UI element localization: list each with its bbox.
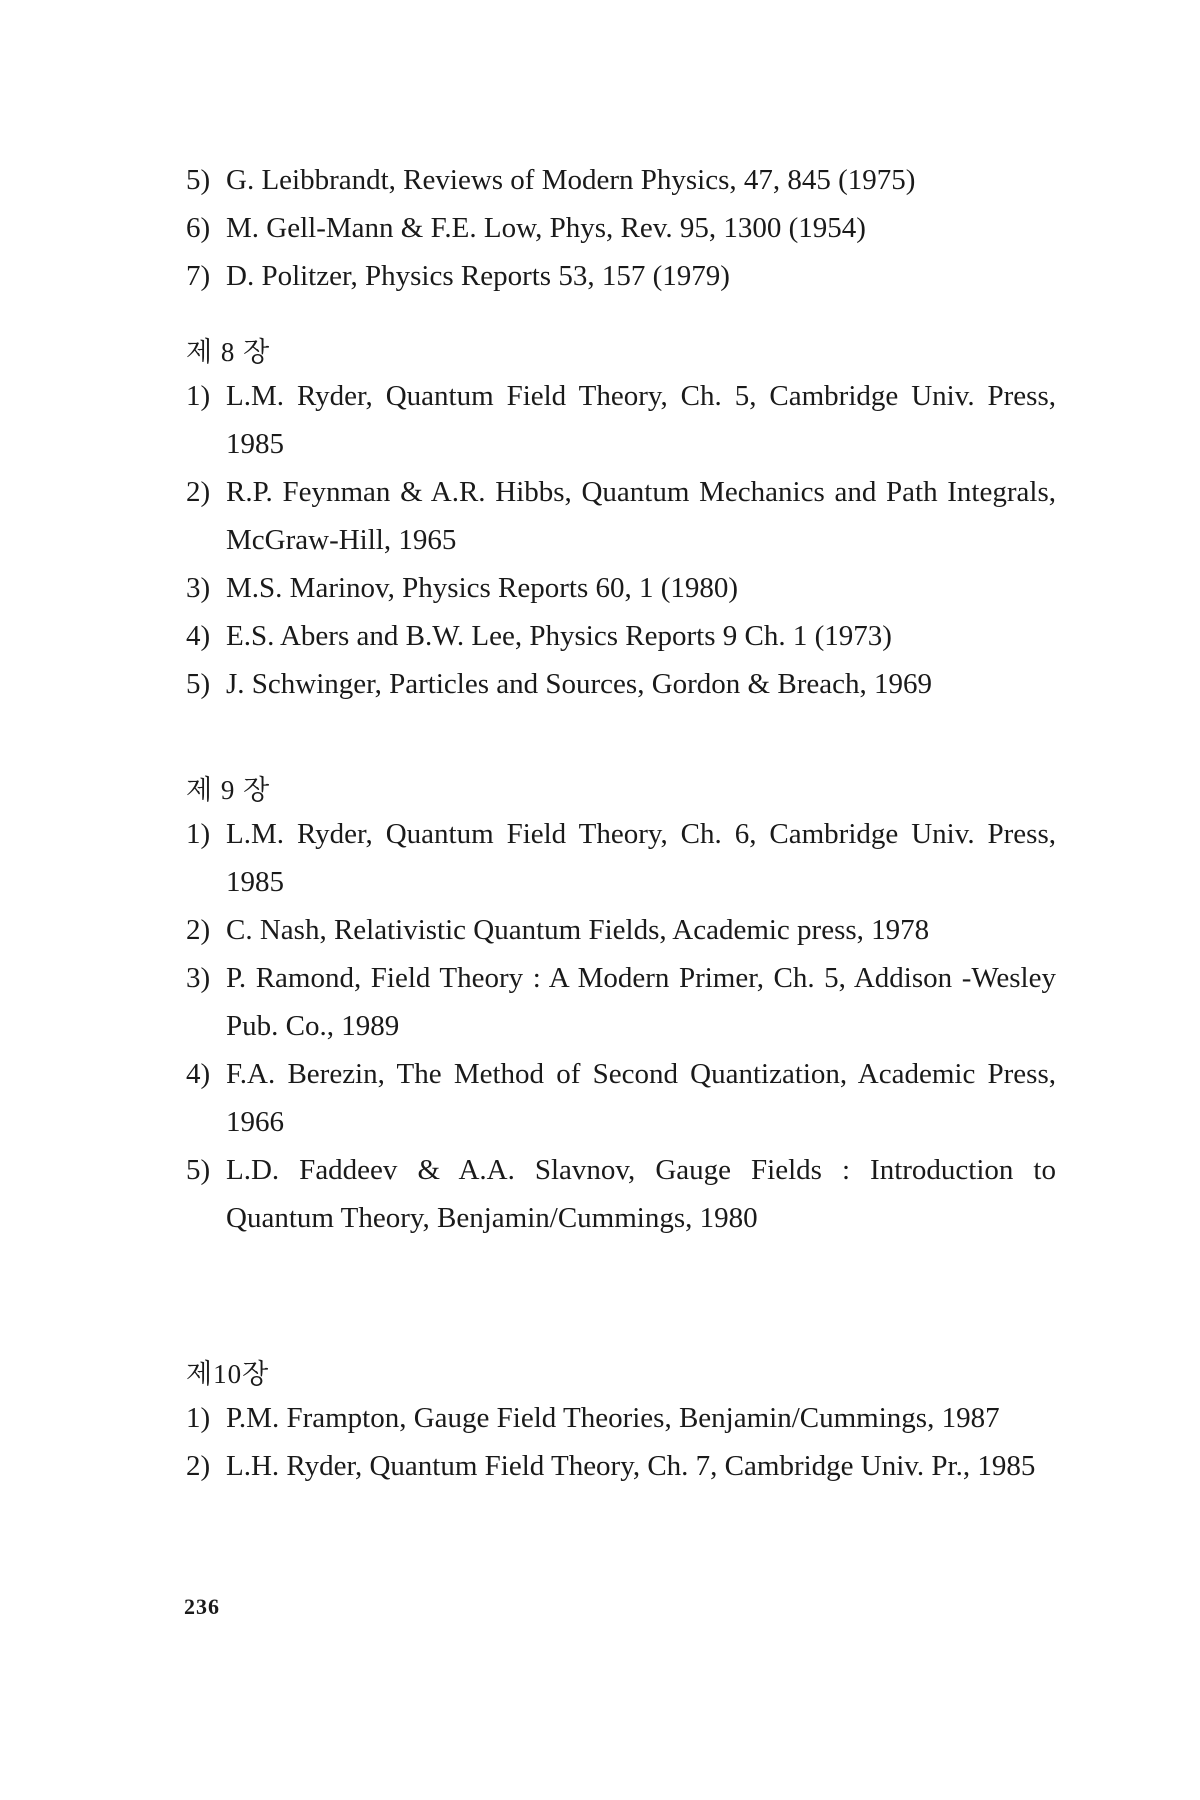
reference-number: 2) <box>186 914 211 946</box>
reference-number: 4) <box>186 620 211 652</box>
reference-number: 3) <box>186 962 211 994</box>
reference-item <box>186 660 1056 708</box>
reference-item <box>186 1050 1056 1146</box>
reference-text: L.M. Ryder, Quantum Field Theory, Ch. 5, Cambridge Univ. Press, 1985 <box>226 380 1056 460</box>
reference-item <box>186 810 1056 906</box>
reference-number: 1) <box>186 1402 211 1434</box>
reference-item <box>186 1394 1056 1442</box>
reference-text: M.S. Marinov, Physics Reports 60, 1 (1980) <box>226 572 739 604</box>
reference-item <box>186 954 1056 1050</box>
reference-text: M. Gell-Mann & F.E. Low, Phys, Rev. 95, 1300 (1954) <box>226 212 866 244</box>
reference-item <box>186 156 1056 204</box>
reference-number: 2) <box>186 476 211 508</box>
chapter-heading: 제 8 장 <box>186 337 271 367</box>
references-chapter-8 <box>186 332 1056 708</box>
reference-text: D. Politzer, Physics Reports 53, 157 (1979) <box>226 260 730 292</box>
reference-text: E.S. Abers and B.W. Lee, Physics Reports 9 Ch. 1 (1973) <box>226 620 892 652</box>
reference-text: P. Ramond, Field Theory : A Modern Primer, Ch. 5, Addison -Wesley Pub. Co., 1989 <box>226 962 1056 1042</box>
reference-text: L.H. Ryder, Quantum Field Theory, Ch. 7, Cambridge Univ. Pr., 1985 <box>226 1450 1036 1482</box>
reference-number: 4) <box>186 1058 211 1090</box>
reference-item <box>186 1442 1056 1490</box>
page-number: 236 <box>184 1594 220 1619</box>
reference-text: G. Leibbrandt, Reviews of Modern Physics, 47, 845 (1975) <box>226 164 916 196</box>
reference-item <box>186 252 1056 300</box>
reference-item <box>186 204 1056 252</box>
reference-text: R.P. Feynman & A.R. Hibbs, Quantum Mechanics and Path Integrals, McGraw-Hill, 1965 <box>226 476 1056 556</box>
reference-number: 1) <box>186 818 211 850</box>
reference-number: 2) <box>186 1450 211 1482</box>
reference-number: 5) <box>186 1154 211 1186</box>
references-chapter-9 <box>186 770 1056 1242</box>
reference-text: P.M. Frampton, Gauge Field Theories, Benjamin/Cummings, 1987 <box>226 1402 1000 1434</box>
chapter-heading: 제 9 장 <box>186 775 271 805</box>
reference-item <box>186 1146 1056 1242</box>
reference-text: L.D. Faddeev & A.A. Slavnov, Gauge Fields : Introduction to Quantum Theory, Benjamin/Cummings, 1980 <box>226 1154 1056 1234</box>
reference-text: J. Schwinger, Particles and Sources, Gordon & Breach, 1969 <box>226 668 932 700</box>
reference-text: L.M. Ryder, Quantum Field Theory, Ch. 6, Cambridge Univ. Press, 1985 <box>226 818 1056 898</box>
reference-number: 5) <box>186 668 211 700</box>
reference-number: 7) <box>186 260 211 292</box>
reference-item <box>186 612 1056 660</box>
reference-item <box>186 906 1056 954</box>
references-chapter-10 <box>186 1354 1056 1490</box>
reference-item <box>186 468 1056 564</box>
references-previous-chapter <box>186 156 1056 300</box>
reference-number: 1) <box>186 380 211 412</box>
reference-text: F.A. Berezin, The Method of Second Quantization, Academic Press, 1966 <box>226 1058 1056 1138</box>
chapter-heading: 제10장 <box>186 1359 270 1389</box>
reference-number: 6) <box>186 212 211 244</box>
reference-item <box>186 372 1056 468</box>
reference-number: 5) <box>186 164 211 196</box>
reference-number: 3) <box>186 572 211 604</box>
reference-text: C. Nash, Relativistic Quantum Fields, Academic press, 1978 <box>226 914 930 946</box>
reference-item <box>186 564 1056 612</box>
